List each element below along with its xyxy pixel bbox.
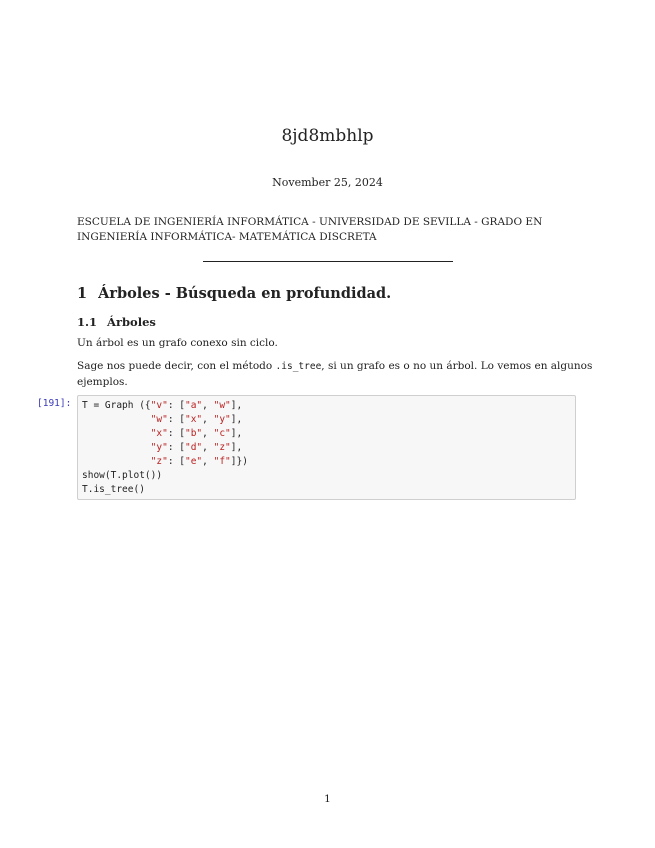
code-string: "w" (213, 400, 231, 411)
horizontal-rule (203, 261, 453, 262)
cell-prompt: [191]: (37, 398, 72, 409)
code-line: "z": ["e", "f"]}) (150, 456, 248, 467)
section-heading (77, 285, 391, 302)
paragraph-text: Sage nos puede decir, con el método (77, 360, 276, 372)
subsection-title: Árboles (107, 315, 156, 329)
institution-header-line-2: INGENIERÍA INFORMÁTICA- MATEMÁTICA DISCRETA (77, 231, 377, 243)
code-string: "x" (184, 414, 203, 425)
paragraph-is-tree-line-1 (77, 359, 593, 375)
code-string: "y" (213, 414, 231, 425)
code-line: T = Graph ({"v": ["a", "w"], (82, 400, 243, 411)
subsection-number: 1.1 (77, 315, 98, 329)
code-string: "d" (184, 442, 203, 453)
code-string: "z" (213, 442, 231, 453)
code-line: "y": ["d", "z"], (150, 442, 243, 453)
code-line: show(T.plot()) (82, 470, 163, 481)
inline-code: .is_tree (275, 361, 322, 372)
code-line: "x": ["b", "c"], (150, 428, 243, 439)
code-string: "a" (184, 400, 203, 411)
paragraph-definition: Un árbol es un grafo conexo sin ciclo. (77, 337, 278, 349)
paragraph-is-tree (77, 359, 593, 389)
page-number: 1 (324, 793, 331, 805)
code-string: "c" (213, 428, 231, 439)
institution-header (77, 215, 580, 245)
document-title: 8jd8mbhlp (281, 126, 374, 146)
code-line: "w": ["x", "y"], (150, 414, 243, 425)
code-cell[interactable] (77, 395, 576, 500)
section-title: Árboles - Búsqueda en profundidad. (98, 285, 392, 302)
code-line: T.is_tree() (82, 484, 145, 495)
code-string: "w" (150, 414, 168, 425)
code-string: "z" (150, 456, 168, 467)
code-block[interactable] (82, 399, 571, 497)
section-number: 1 (77, 285, 88, 302)
code-string: "y" (150, 442, 168, 453)
code-string: "v" (150, 400, 168, 411)
code-string: "f" (213, 456, 231, 467)
code-string: "e" (184, 456, 203, 467)
document-date: November 25, 2024 (272, 176, 383, 189)
subsection-heading (77, 315, 156, 329)
institution-header-line-1: ESCUELA DE INGENIERÍA INFORMÁTICA - UNIVERSIDAD DE SEVILLA - GRADO EN (77, 216, 543, 228)
paragraph-text: , si un grafo es o no un árbol. Lo vemos en algunos (321, 360, 593, 372)
code-string: "b" (184, 428, 203, 439)
paragraph-is-tree-line-2: ejemplos. (77, 375, 128, 388)
code-string: "x" (150, 428, 168, 439)
